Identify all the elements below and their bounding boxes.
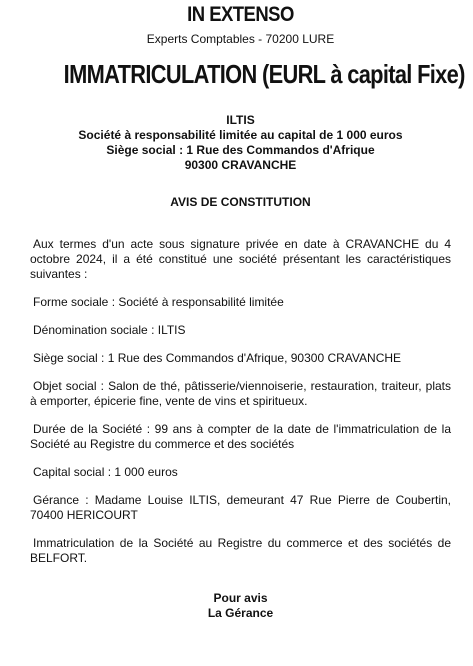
- notice-body: [30, 237, 451, 566]
- closing-block: [30, 591, 451, 621]
- firm-subtitle: Experts Comptables - 70200 LURE: [146, 32, 335, 46]
- paragraph-registered-office: Siège social : 1 Rue des Commandos d'Afrique, 90300 CRAVANCHE: [33, 351, 402, 365]
- company-city: 90300 CRAVANCHE: [184, 158, 297, 172]
- company-name: ILTIS: [226, 113, 255, 127]
- paragraph-corporate-purpose: Objet social : Salon de thé, pâtisserie/viennoiserie, restauration, traiteur, plats à emporter, épicerie fine, vente de vins et spiritueux.: [30, 379, 451, 408]
- paragraph-duration: Durée de la Société : 99 ans à compter de la date de l'immatriculation de la Société au Registre du commerce et des sociétés: [30, 422, 451, 451]
- company-block: [30, 113, 451, 173]
- notice-section-title: AVIS DE CONSTITUTION: [170, 195, 311, 209]
- paragraph-intro: Aux termes d'un acte sous signature privée en date à CRAVANCHE du 4 octobre 2024, il a été constitué une société présentant les caractéristiques suivantes :: [30, 237, 451, 281]
- company-seat: Siège social : 1 Rue des Commandos d'Afrique: [106, 143, 375, 157]
- firm-name: IN EXTENSO: [187, 3, 294, 26]
- paragraph-registration: Immatriculation de la Société au Registre du commerce et des sociétés de BELFORT.: [30, 536, 451, 565]
- closing-line-management: La Gérance: [207, 606, 274, 620]
- paragraph-management: Gérance : Madame Louise ILTIS, demeurant 47 Rue Pierre de Coubertin, 70400 HERICOURT: [30, 493, 451, 522]
- notice-main-title: IMMATRICULATION (EURL à capital Fixe): [63, 59, 465, 89]
- paragraph-legal-form: Forme sociale : Société à responsabilité limitée: [33, 295, 284, 309]
- legal-notice-page: [0, 3, 473, 666]
- closing-line-for-notice: Pour avis: [213, 591, 268, 605]
- company-legal-form: Société à responsabilité limitée au capital de 1 000 euros: [78, 128, 403, 142]
- paragraph-capital: Capital social : 1 000 euros: [33, 465, 178, 479]
- paragraph-company-name: Dénomination sociale : ILTIS: [33, 323, 186, 337]
